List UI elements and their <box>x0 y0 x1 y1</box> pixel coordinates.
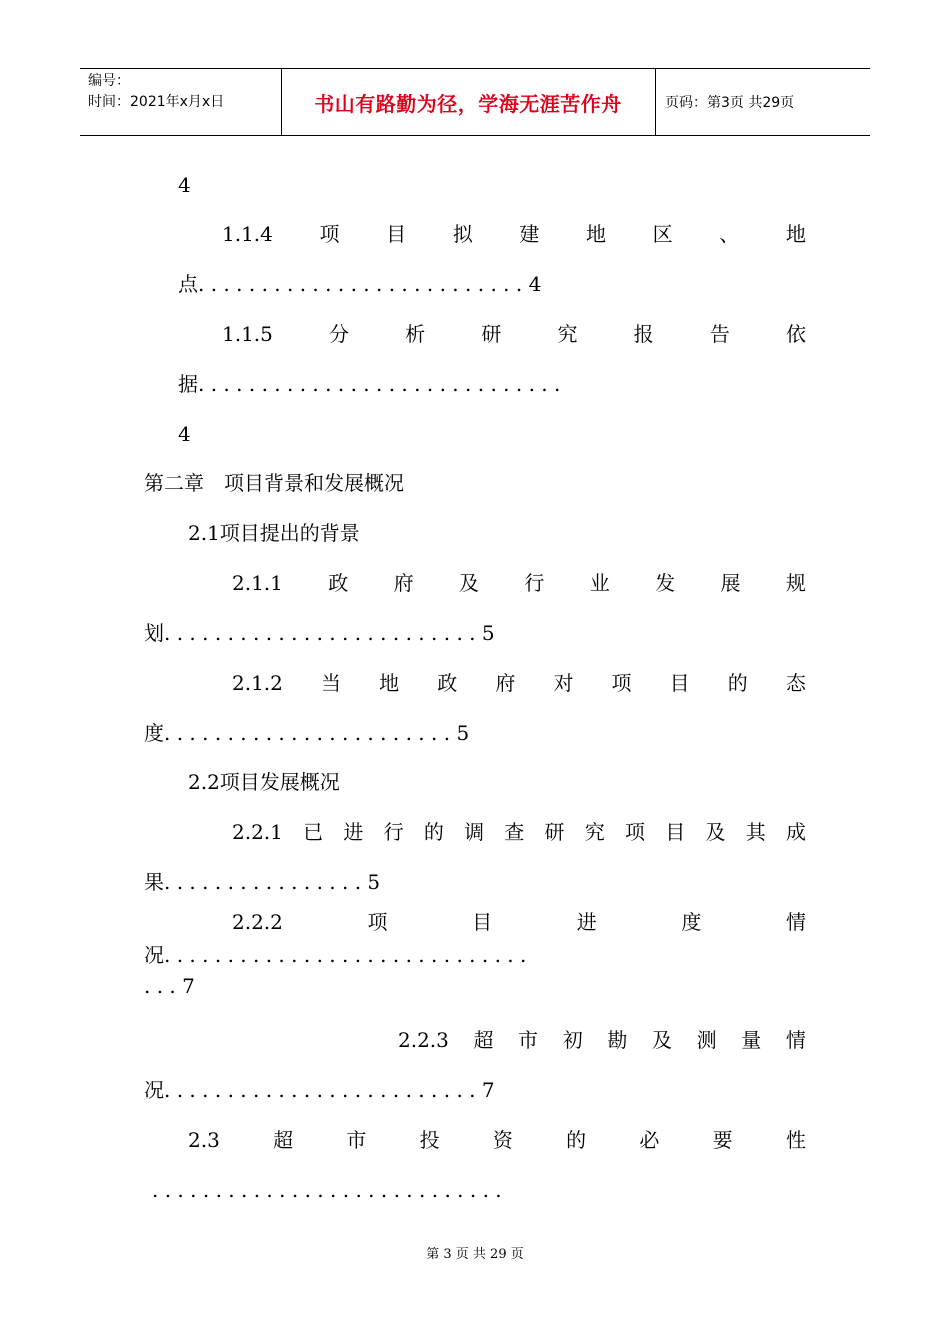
toc-leader-line: 划. . . . . . . . . . . . . . . . . . . . . . . . . 5 <box>144 621 495 645</box>
toc-word: 项 <box>611 671 632 695</box>
toc-word: 2.2.1 <box>232 820 283 844</box>
toc-word: 项 <box>319 222 340 246</box>
toc-word: 测 <box>696 1028 717 1052</box>
toc-leader-line: 点. . . . . . . . . . . . . . . . . . . . . . . . . . 4 <box>178 272 542 296</box>
toc-word: 进 <box>576 910 597 934</box>
toc-word: 调 <box>464 820 485 844</box>
header-divider <box>655 69 656 135</box>
toc-word: 及 <box>705 820 726 844</box>
time-label: 时间：2021年x月x日 <box>88 94 225 110</box>
toc-word: 超 <box>473 1028 494 1052</box>
toc-word: 查 <box>504 820 525 844</box>
toc-word: 态 <box>785 671 806 695</box>
serial-label: 编号： <box>88 73 130 89</box>
toc-chapter-2[interactable]: 第二章 项目背景和发展概况 <box>144 471 404 495</box>
toc-leader-line: 度. . . . . . . . . . . . . . . . . . . . . . . 5 <box>144 721 470 745</box>
toc-word: 行 <box>383 820 404 844</box>
toc-word: 资 <box>492 1128 513 1152</box>
toc-word: 分 <box>329 322 350 346</box>
toc-word: 政 <box>328 571 349 595</box>
toc-word: 府 <box>495 671 516 695</box>
toc-entry-1-1-4[interactable] <box>222 221 806 247</box>
toc-word: 展 <box>720 571 741 595</box>
header-page-label: 页码：第3页 共29页 <box>665 95 795 111</box>
toc-word: 行 <box>524 571 545 595</box>
toc-word: 量 <box>741 1028 762 1052</box>
toc-word: 已 <box>303 820 324 844</box>
toc-section-2-2[interactable]: 2.2项目发展概况 <box>188 770 340 794</box>
toc-word: 投 <box>419 1128 440 1152</box>
toc-word: 度 <box>681 910 702 934</box>
toc-word: 究 <box>584 820 605 844</box>
toc-leader-line: . . . 7 <box>144 974 195 998</box>
toc-leader-line: . . . . . . . . . . . . . . . . . . . . . . . . . . . . <box>152 1178 502 1202</box>
toc-leader-line: 据. . . . . . . . . . . . . . . . . . . . . . . . . . . . . <box>178 372 561 396</box>
toc-entry-2-1-1[interactable] <box>232 570 806 596</box>
toc-section-2-1[interactable]: 2.1项目提出的背景 <box>188 521 360 545</box>
toc-word: 项 <box>625 820 645 844</box>
toc-word: 目 <box>386 222 407 246</box>
toc-line: 4 <box>178 173 191 197</box>
toc-word: 进 <box>343 820 364 844</box>
toc-entry-2-2-1[interactable] <box>232 819 806 845</box>
toc-word: 当 <box>321 671 341 695</box>
toc-entry-2-1-2[interactable] <box>232 670 806 696</box>
toc-word: 拟 <box>452 222 473 246</box>
toc-word: 的 <box>566 1128 587 1152</box>
toc-word: 市 <box>346 1128 367 1152</box>
toc-word: 目 <box>669 671 690 695</box>
toc-leader-line: 果. . . . . . . . . . . . . . . . 5 <box>144 870 381 894</box>
toc-word: 初 <box>562 1028 583 1052</box>
toc-entry-2-2-2[interactable] <box>232 909 806 935</box>
toc-leader-line: 况. . . . . . . . . . . . . . . . . . . . . . . . . . . . . <box>144 943 527 967</box>
toc-entry-2-3[interactable] <box>188 1127 806 1153</box>
toc-word: 情 <box>785 910 806 934</box>
toc-word: 2.3 <box>188 1128 220 1152</box>
toc-word: 2.2.2 <box>232 910 283 934</box>
toc-word: 地 <box>379 671 400 695</box>
toc-word: 研 <box>544 820 565 844</box>
toc-line: 4 <box>178 422 191 446</box>
page-footer: 第 3 页 共 29 页 <box>426 1247 524 1262</box>
toc-entry-1-1-5[interactable] <box>222 321 806 347</box>
toc-word: 必 <box>639 1128 660 1152</box>
toc-word: 情 <box>785 1028 806 1052</box>
toc-word: 析 <box>405 322 426 346</box>
toc-word: 发 <box>655 571 676 595</box>
toc-word: 市 <box>518 1028 539 1052</box>
toc-word: 1.1.5 <box>222 322 273 346</box>
toc-word: 建 <box>519 222 540 246</box>
toc-word: 目 <box>665 820 686 844</box>
header-meta <box>88 71 278 113</box>
toc-word: 政 <box>437 671 458 695</box>
toc-word: 业 <box>589 571 610 595</box>
toc-word: 项 <box>367 910 388 934</box>
toc-leader-line: 况. . . . . . . . . . . . . . . . . . . . . . . . . 7 <box>144 1078 495 1102</box>
toc-word: 地 <box>785 222 806 246</box>
toc-word: 勘 <box>607 1028 628 1052</box>
toc-word: 2.1.1 <box>232 571 283 595</box>
toc-word: 、 <box>719 222 740 246</box>
toc-word: 的 <box>727 671 748 695</box>
toc-word: 要 <box>712 1128 733 1152</box>
toc-word: 究 <box>557 322 578 346</box>
toc-word: 2.2.3 <box>398 1028 449 1052</box>
toc-word: 研 <box>481 322 502 346</box>
page-header <box>80 68 870 136</box>
toc-word: 及 <box>459 571 480 595</box>
toc-word: 超 <box>273 1128 294 1152</box>
toc-word: 对 <box>553 671 574 695</box>
toc-word: 2.1.2 <box>232 671 283 695</box>
toc-word: 报 <box>633 322 654 346</box>
toc-word: 依 <box>785 322 806 346</box>
toc-word: 地 <box>586 222 607 246</box>
toc-word: 府 <box>393 571 414 595</box>
toc-word: 目 <box>472 910 493 934</box>
toc-word: 成 <box>785 820 806 844</box>
toc-word: 其 <box>745 820 766 844</box>
toc-word: 及 <box>652 1028 673 1052</box>
header-motto: 书山有路勤为径，学海无涯苦作舟 <box>314 91 622 116</box>
toc-entry-2-2-3[interactable] <box>398 1027 806 1053</box>
toc-word: 区 <box>652 222 673 246</box>
toc-word: 的 <box>423 820 444 844</box>
toc-word: 告 <box>709 322 730 346</box>
toc-word: 规 <box>785 571 806 595</box>
toc-word: 1.1.4 <box>222 222 273 246</box>
toc-word: 性 <box>785 1128 806 1152</box>
